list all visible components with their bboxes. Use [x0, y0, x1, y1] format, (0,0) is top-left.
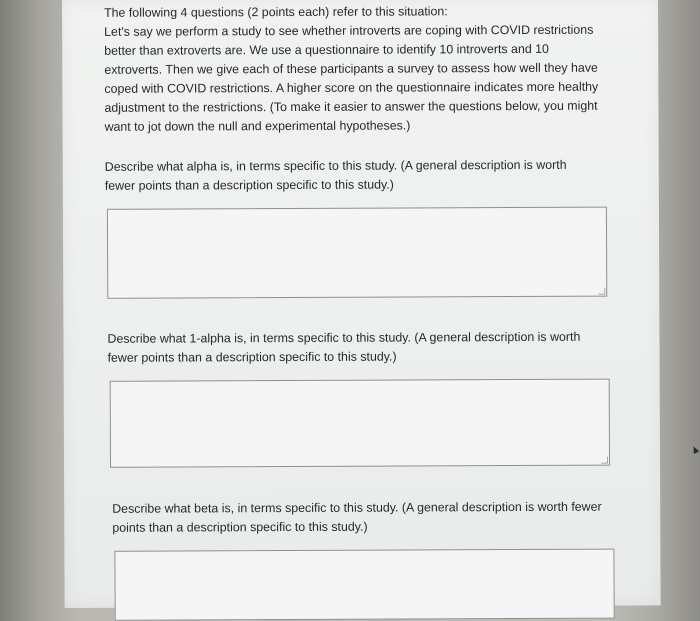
- question-line: fewer points than a description specific to this study.): [104, 177, 394, 193]
- question-one-minus-alpha: [107, 328, 627, 367]
- resize-grip-icon[interactable]: [598, 288, 605, 295]
- question-beta: [112, 498, 632, 537]
- question-line: Describe what alpha is, in terms specific to this study. (A general description is worth: [104, 157, 567, 174]
- resize-grip-icon[interactable]: [601, 457, 608, 464]
- question-line: points than a description specific to this study.): [112, 519, 368, 535]
- intro-line: Let's say we perform a study to see whether introverts are coping with COVID restrictions: [104, 22, 594, 39]
- intro-line: better than extroverts are. We use a questionnaire to identify 10 introverts and 10: [104, 41, 549, 58]
- question-line: Describe what 1-alpha is, in terms specific to this study. (A general description is worth: [107, 329, 581, 346]
- answer-box-alpha-wrapper: [107, 207, 607, 299]
- mouse-cursor-icon: [691, 445, 699, 454]
- question-line: Describe what beta is, in terms specific to this study. (A general description is worth fewer: [112, 499, 602, 516]
- answer-box-beta-wrapper: [114, 549, 614, 621]
- intro-paragraph: [104, 2, 625, 137]
- intro-line: coped with COVID restrictions. A higher score on the questionnaire indicates more healthy: [104, 79, 599, 96]
- worksheet-page: [62, 0, 661, 608]
- intro-line: adjustment to the restrictions. (To make it easier to answer the questions below, you might: [104, 98, 598, 115]
- intro-line: want to jot down the null and experimental hypotheses.): [104, 118, 411, 134]
- answer-box-alpha[interactable]: [107, 207, 607, 299]
- answer-box-beta[interactable]: [114, 549, 614, 621]
- question-alpha: [105, 156, 625, 195]
- intro-line: The following 4 questions (2 points each) refer to this situation:: [104, 4, 448, 20]
- answer-box-one-minus-alpha[interactable]: [110, 379, 610, 468]
- answer-box-one-minus-alpha-wrapper: [110, 379, 610, 468]
- question-line: fewer points than a description specific to this study.): [107, 349, 397, 365]
- intro-line: extroverts. Then we give each of these participants a survey to assess how well they have: [104, 60, 598, 77]
